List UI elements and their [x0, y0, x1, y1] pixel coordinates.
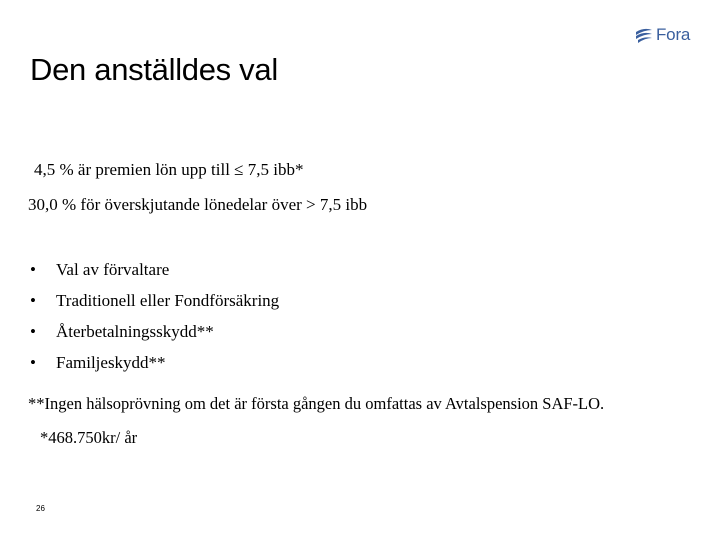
- fora-logo: [634, 24, 690, 46]
- bullet-icon: •: [30, 291, 36, 310]
- bullet-icon: •: [30, 260, 36, 279]
- choices-list: [30, 260, 279, 384]
- footnote-ibb: *468.750kr/ år: [40, 428, 138, 447]
- fora-logo-icon: [634, 26, 654, 44]
- bullet-icon: •: [30, 322, 36, 341]
- list-item-label: Familjeskydd**: [56, 353, 166, 372]
- list-item: [30, 291, 279, 322]
- footnote-health: **Ingen hälsoprövning om det är första gången du omfattas av Avtalspension SAF-LO.: [28, 394, 605, 413]
- list-item: [30, 353, 279, 384]
- list-item-label: Återbetalningsskydd**: [56, 322, 214, 341]
- list-item: [30, 260, 279, 291]
- logo-text: Fora: [656, 25, 691, 44]
- premium-line-2: 30,0 % för överskjutande lönedelar över > 7,5 ibb: [28, 195, 368, 214]
- list-item-label: Val av förvaltare: [56, 260, 170, 279]
- list-item-label: Traditionell eller Fondförsäkring: [56, 291, 280, 310]
- page-title: Den anställdes val: [30, 52, 278, 87]
- list-item: [30, 322, 279, 353]
- bullet-icon: •: [30, 353, 36, 372]
- premium-line-1: 4,5 % är premien lön upp till ≤ 7,5 ibb*: [34, 160, 304, 179]
- page-number: 26: [36, 504, 45, 513]
